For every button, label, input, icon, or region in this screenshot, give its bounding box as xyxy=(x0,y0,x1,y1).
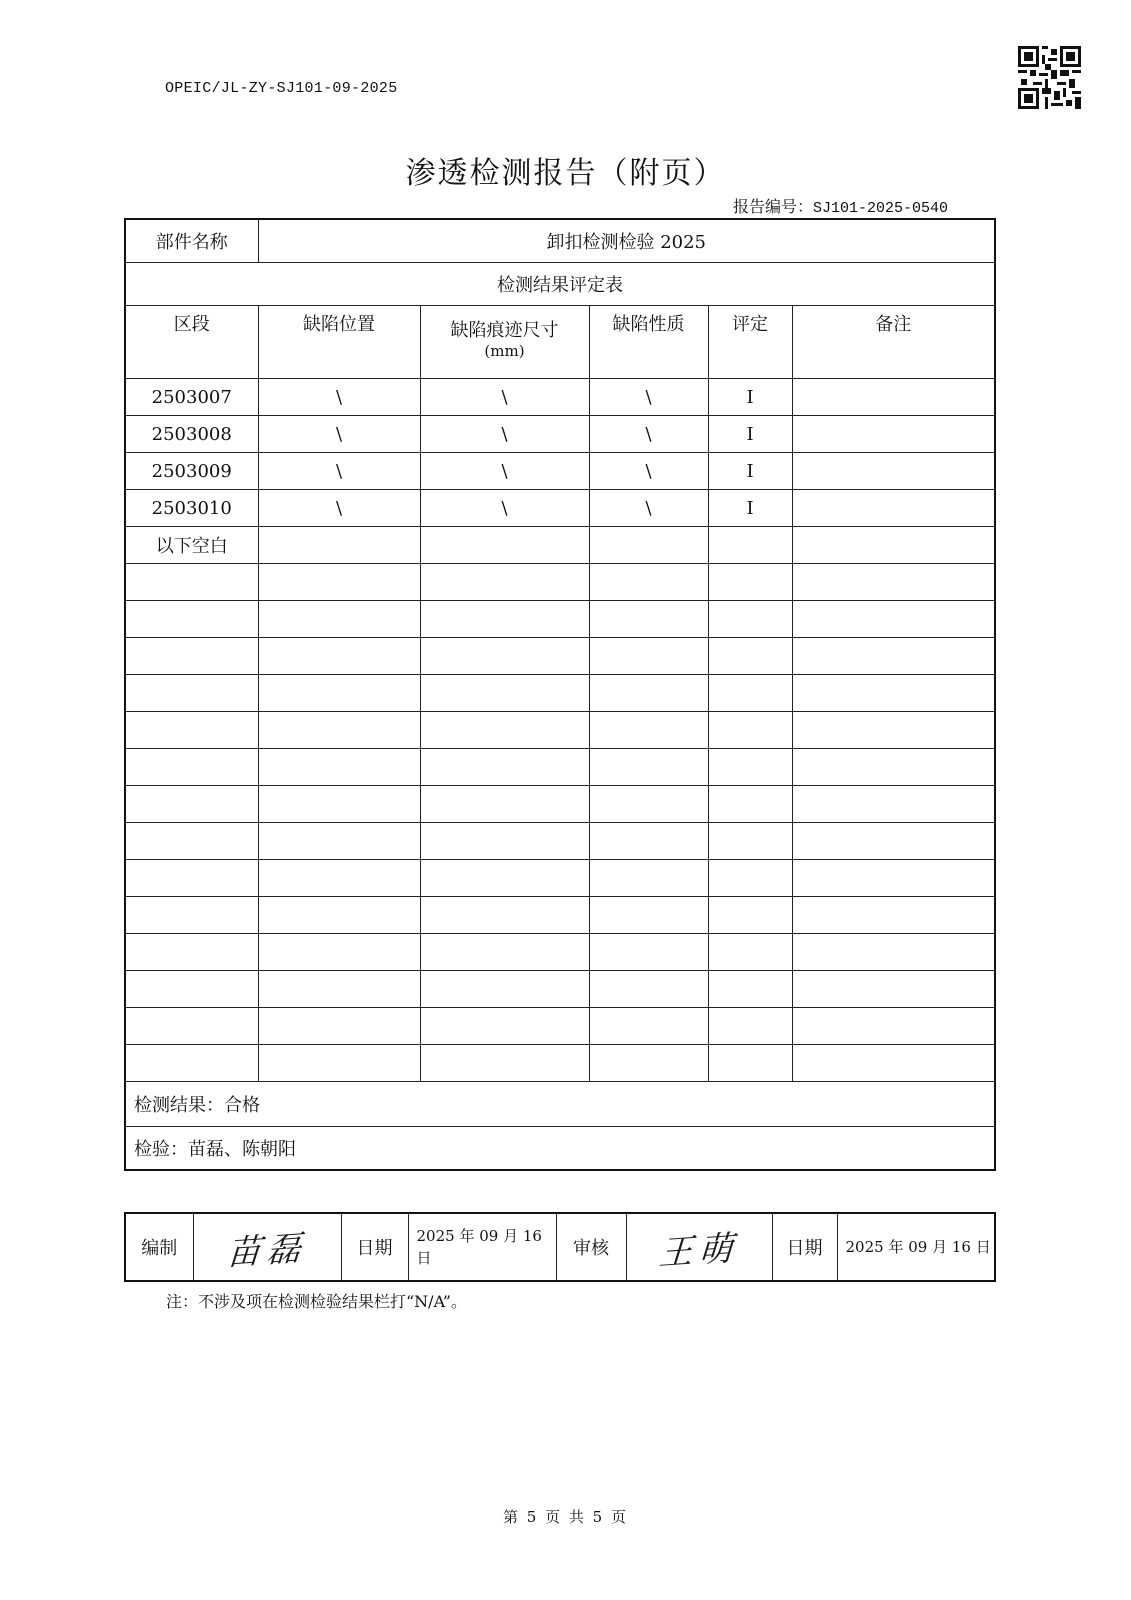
cell-rating: I xyxy=(708,416,792,453)
document-code: OPEIC/JL-ZY-SJ101-09-2025 xyxy=(165,80,398,97)
cell-rating: I xyxy=(708,490,792,527)
compile-signature xyxy=(193,1213,341,1281)
cell-remark xyxy=(792,416,995,453)
review-date-label: 日期 xyxy=(772,1213,837,1281)
review-signature-text: 王萌 xyxy=(657,1227,741,1274)
result-table xyxy=(124,218,996,1171)
table-title: 检测结果评定表 xyxy=(125,263,995,306)
compile-date: 2025 年 09 月 16 日 xyxy=(408,1213,556,1281)
cell-remark xyxy=(792,453,995,490)
cell-rating: I xyxy=(708,379,792,416)
compile-signature-text: 苗磊 xyxy=(225,1227,309,1274)
header-size-unit: (mm) xyxy=(484,342,525,360)
cell-nature: \ xyxy=(589,379,708,416)
cell-remark xyxy=(792,379,995,416)
cell-location: \ xyxy=(258,379,420,416)
part-name-label: 部件名称 xyxy=(125,219,258,263)
report-number xyxy=(733,194,948,217)
empty-row xyxy=(125,1045,995,1082)
header-location: 缺陷位置 xyxy=(258,306,420,379)
cell-section: 2503008 xyxy=(125,416,258,453)
cell-remark xyxy=(792,490,995,527)
cell-rating: I xyxy=(708,453,792,490)
blank-marker: 以下空白 xyxy=(125,527,258,564)
header-size-label: 缺陷痕迹尺寸 xyxy=(450,320,559,341)
cell-size: \ xyxy=(420,490,589,527)
empty-row xyxy=(125,1008,995,1045)
empty-row xyxy=(125,712,995,749)
header-section: 区段 xyxy=(125,306,258,379)
signature-table xyxy=(124,1212,996,1282)
header-remark: 备注 xyxy=(792,306,995,379)
empty-row xyxy=(125,823,995,860)
inspectors: 检验：苗磊、陈朝阳 xyxy=(125,1127,995,1171)
cell-section: 2503007 xyxy=(125,379,258,416)
cell-section: 2503009 xyxy=(125,453,258,490)
empty-row xyxy=(125,749,995,786)
empty-row xyxy=(125,971,995,1008)
qr-code-icon xyxy=(1018,46,1081,109)
header-size xyxy=(420,306,589,379)
cell-nature: \ xyxy=(589,490,708,527)
cell-nature: \ xyxy=(589,453,708,490)
report-number-label: 报告编号： xyxy=(732,197,813,216)
cell-location: \ xyxy=(258,416,420,453)
cell-size: \ xyxy=(420,453,589,490)
review-date: 2025 年 09 月 16 日 xyxy=(837,1213,995,1281)
empty-row xyxy=(125,934,995,971)
report-number-value: SJ101-2025-0540 xyxy=(812,200,948,217)
table-row xyxy=(125,379,995,416)
header-nature: 缺陷性质 xyxy=(589,306,708,379)
empty-row xyxy=(125,786,995,823)
page-title: 渗透检测报告（附页） xyxy=(405,156,726,191)
footnote: 注：不涉及项在检测检验结果栏打“N/A”。 xyxy=(166,1292,467,1311)
table-row xyxy=(125,453,995,490)
cell-location: \ xyxy=(258,453,420,490)
compile-date-label: 日期 xyxy=(341,1213,408,1281)
header-rating: 评定 xyxy=(708,306,792,379)
cell-nature: \ xyxy=(589,416,708,453)
cell-location: \ xyxy=(258,490,420,527)
part-name-value: 卸扣检测检验 2025 xyxy=(258,219,995,263)
page-number: 第 5 页 共 5 页 xyxy=(503,1508,628,1526)
compile-label: 编制 xyxy=(125,1213,193,1281)
cell-size: \ xyxy=(420,416,589,453)
review-signature xyxy=(626,1213,772,1281)
table-row xyxy=(125,416,995,453)
empty-row xyxy=(125,860,995,897)
empty-row xyxy=(125,897,995,934)
table-row xyxy=(125,490,995,527)
cell-size: \ xyxy=(420,379,589,416)
cell-section: 2503010 xyxy=(125,490,258,527)
empty-row xyxy=(125,601,995,638)
review-label: 审核 xyxy=(556,1213,626,1281)
empty-row xyxy=(125,638,995,675)
empty-row xyxy=(125,564,995,601)
empty-row xyxy=(125,675,995,712)
inspection-result: 检测结果：合格 xyxy=(125,1082,995,1127)
table-row xyxy=(125,527,995,564)
